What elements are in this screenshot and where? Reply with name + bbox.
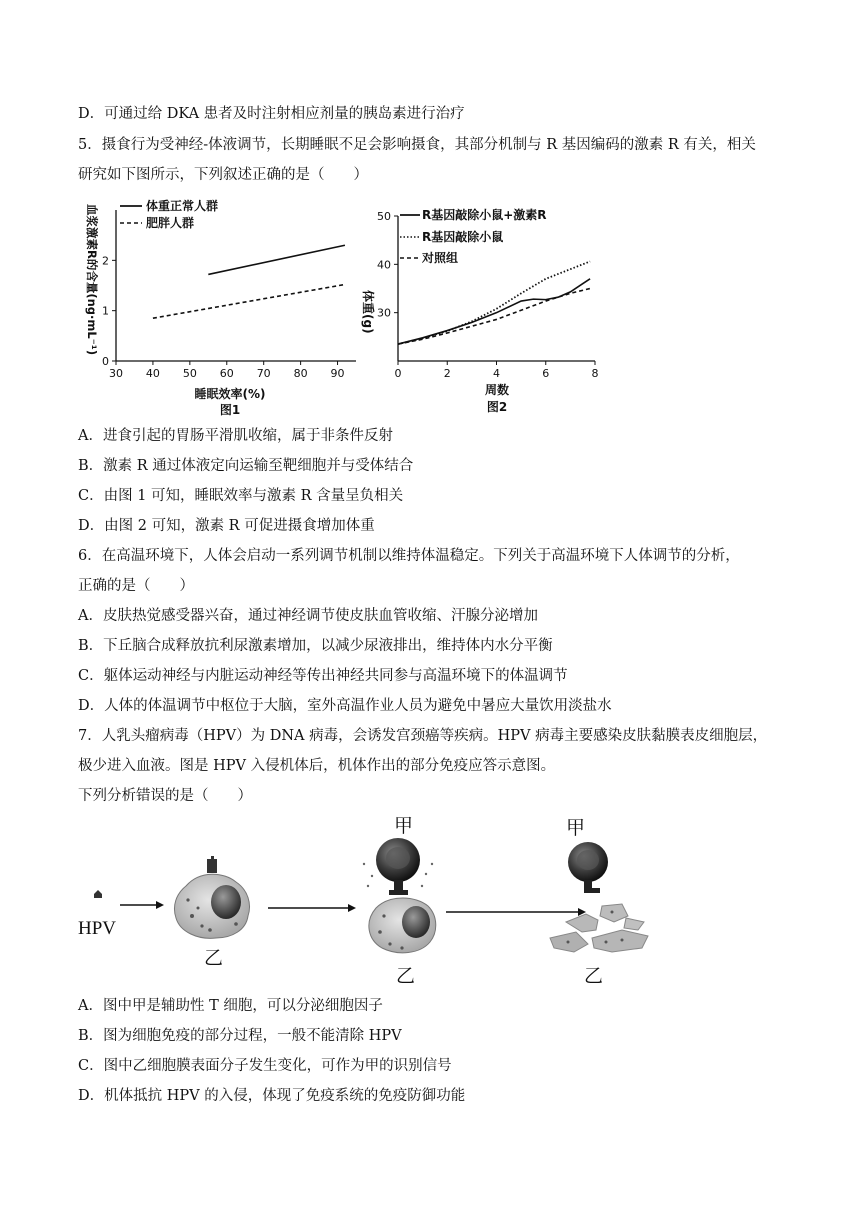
fig1-legend-label-normal: 体重正常人群 [146,199,219,213]
fig2-legend-label-knockout-plus-r: R基因敲除小鼠+激素R [422,208,547,222]
q5-option-b: B．激素 R 通过体液定向运输至靶细胞并与受体结合 [78,458,414,474]
x-tick-label: 50 [182,367,197,380]
q5-stem-line1: 5．摄食行为受神经-体液调节，长期睡眠不足会影响摄食，其部分机制与 R 基因编码的激素 R 有关，相关 [78,137,756,153]
fig2-series [398,261,590,344]
hpv-label: HPV [78,918,117,939]
q4-option-d: D．可通过给 DKA 患者及时注射相应剂量的胰岛素进行治疗 [78,106,465,122]
q5-stem-line2: 研究如下图所示，下列叙述正确的是（ ） [78,167,368,183]
y-tick-label: 1 [102,304,109,318]
y-tick-label: 30 [377,306,391,320]
q6-stem-line1: 6．在高温环境下，人体会启动一系列调节机制以维持体温稳定。下列关于高温环境下人体调节的分析， [78,548,740,564]
infected-cell-icon [174,856,249,938]
x-tick-label: 2 [443,367,451,380]
q6-stem-line2: 正确的是（ ） [78,578,194,594]
x-tick-label: 8 [591,367,599,380]
lysed-cell-icon [550,904,648,952]
arrow-icon [120,901,164,909]
x-tick-label: 4 [493,367,500,380]
cell-label-yi-1: 乙 [204,947,224,969]
cell-label-yi-3: 乙 [584,965,604,987]
q7-stem-line3: 下列分析错误的是（ ） [78,788,252,804]
x-tick-label: 70 [256,367,271,380]
chart-figure-2 [358,190,608,420]
fig2-caption: 图2 [486,400,508,414]
q6-option-b: B．下丘脑合成释放抗利尿激素增加，以减少尿液排出，维持体内水分平衡 [78,638,553,654]
series-line-1 [208,245,345,274]
x-tick-label: 90 [330,367,345,380]
hpv-immune-diagram [76,812,676,987]
fig2-legend-label-knockout: R基因敲除小鼠 [422,230,504,244]
fig2-xlabel: 周数 [484,383,510,397]
series-line-1 [398,279,590,344]
q5-option-c: C．由图 1 可知，睡眠效率与激素 R 含量呈负相关 [78,488,404,504]
arrow-icon [268,904,356,912]
q6-option-a: A．皮肤热觉感受器兴奋，通过神经调节使皮肤血管收缩、汗腺分泌增加 [78,608,538,624]
x-tick-label: 6 [542,367,550,380]
series-line-2 [153,284,345,318]
q7-option-d: D．机体抵抗 HPV 的入侵，体现了免疫系统的免疫防御功能 [78,1088,466,1104]
fig1-xlabel: 睡眠效率(%) [194,387,266,401]
series-line-2 [398,261,590,344]
t-cell-label-jia-1: 甲 [394,815,414,837]
x-tick-label: 80 [293,367,308,380]
t-cell-label-jia-2: 甲 [566,817,586,839]
q7-option-a: A．图中甲是辅助性 T 细胞，可以分泌细胞因子 [78,998,383,1014]
x-tick-label: 30 [109,367,123,380]
y-tick-label: 0 [102,355,109,368]
q5-option-a: A．进食引起的胃肠平滑肌收缩，属于非条件反射 [78,428,393,444]
y-tick-label: 40 [377,258,391,272]
x-tick-label: 0 [394,367,402,380]
x-tick-label: 60 [219,367,234,380]
fig2-legend [400,207,547,265]
chart-figure-1 [80,190,345,420]
y-tick-label: 50 [377,210,391,223]
fig1-legend-label-obese: 肥胖人群 [146,216,195,230]
fig1-caption: 图1 [219,403,241,417]
fig1-axes [102,210,356,380]
infected-cell-icon [369,898,436,953]
x-tick-label: 40 [145,367,160,380]
fig1-series [153,245,345,318]
fig1-legend [120,198,218,230]
q7-stem-line2: 极少进入血液。图是 HPV 入侵机体后，机体作出的部分免疫应答示意图。 [78,758,556,774]
fig2-ylabel: 体重(g) [361,290,375,334]
t-cell-icon [363,838,433,895]
q6-option-d: D．人体的体温调节中枢位于大脑，室外高温作业人员为避免中暑应大量饮用淡盐水 [78,698,612,714]
fig2-legend-label-control: 对照组 [422,251,459,265]
fig1-ylabel: 血浆激素R的含量(ng·mL⁻¹) [85,204,99,356]
hpv-virus-icon [94,890,102,898]
q5-option-d: D．由图 2 可知，激素 R 可促进摄食增加体重 [78,518,375,534]
cell-label-yi-2: 乙 [396,965,416,987]
q7-stem-line1: 7．人乳头瘤病毒（HPV）为 DNA 病毒，会诱发宫颈癌等疾病。HPV 病毒主要感染皮肤黏膜表皮细胞层， [78,728,768,744]
q6-option-c: C．躯体运动神经与内脏运动神经等传出神经共同参与高温环境下的体温调节 [78,668,568,684]
q7-option-b: B．图为细胞免疫的部分过程，一般不能清除 HPV [78,1028,402,1044]
q7-option-c: C．图中乙细胞膜表面分子发生变化，可作为甲的识别信号 [78,1058,452,1074]
arrow-icon [446,908,586,916]
y-tick-label: 2 [102,254,109,268]
t-cell-icon [568,842,608,893]
